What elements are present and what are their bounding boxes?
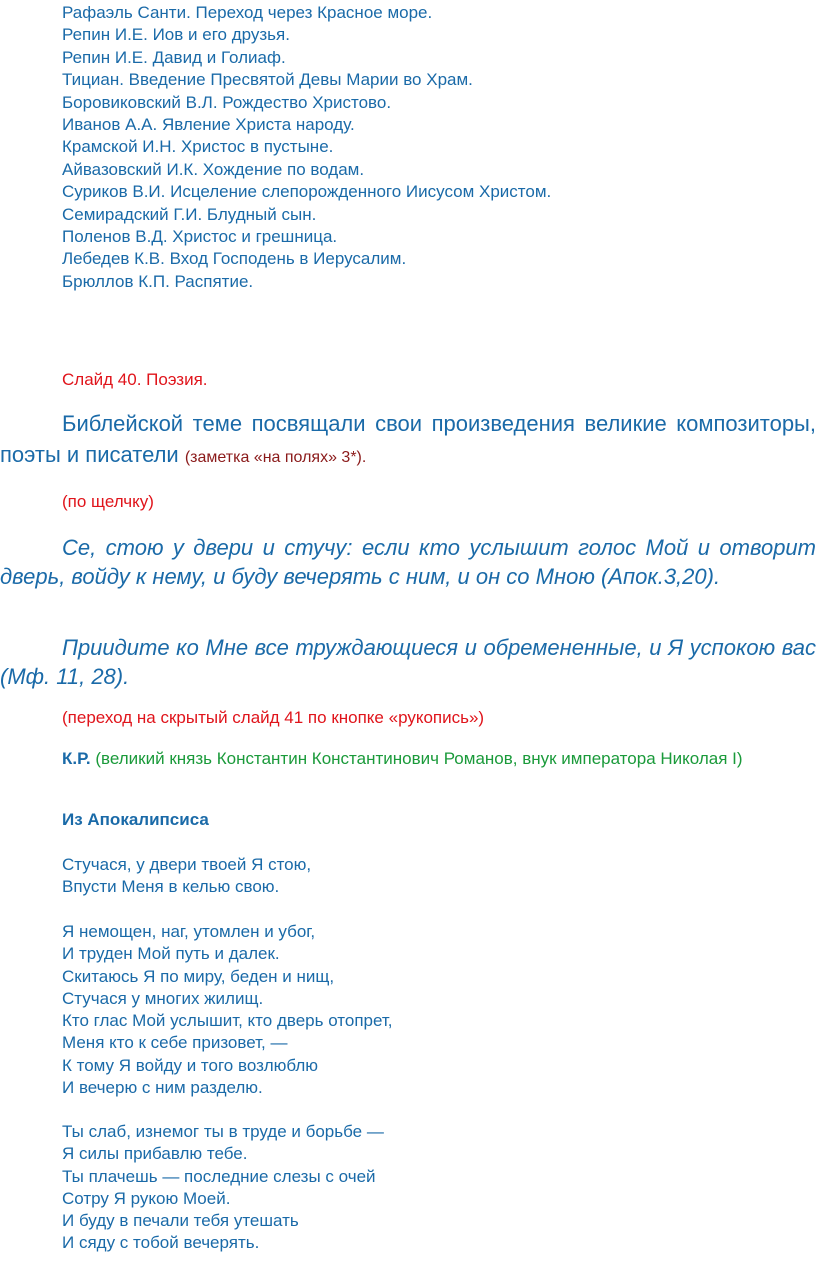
list-item: Суриков В.И. Исцеление слепорожденного Иисусом Христом. <box>62 182 552 202</box>
poem-line: Меня кто к себе призовет, — <box>62 1033 288 1053</box>
poem-line: Я силы прибавлю тебе. <box>62 1144 248 1164</box>
poem-line: Стучася у многих жилищ. <box>62 988 264 1008</box>
quote-matthew: Приидите ко Мне все труждающиеся и обремененные, и Я успокою вас (Мф. 11, 28). <box>0 635 816 689</box>
poem-stanza-1 <box>62 854 311 899</box>
list-item: Иванов А.А. Явление Христа народу. <box>62 115 355 135</box>
author-line <box>0 747 816 771</box>
list-item: Лебедев К.В. Вход Господень в Иерусалим. <box>62 249 407 269</box>
poem-line: Кто глас Мой услышит, кто дверь отопрет, <box>62 1011 393 1031</box>
list-item: Рафаэль Санти. Переход через Красное море. <box>62 3 433 22</box>
author-abbr: К.Р. <box>62 749 91 768</box>
click-note: (по щелчку) <box>62 492 154 511</box>
paintings-list <box>62 2 551 293</box>
list-item: Крамской И.Н. Христос в пустыне. <box>62 137 334 157</box>
hidden-slide-note: (переход на скрытый слайд 41 по кнопке «рукопись») <box>62 708 485 727</box>
slide-label: Слайд 40. Поэзия. <box>62 370 208 389</box>
list-item: Айвазовский И.К. Хождение по водам. <box>62 159 365 179</box>
list-item: Боровиковский В.Л. Рождество Христово. <box>62 92 392 112</box>
poem-line: Ты плачешь — последние слезы с очей <box>62 1166 376 1186</box>
poem-line: И вечерю с ним разделю. <box>62 1078 263 1098</box>
list-item: Семирадский Г.И. Блудный сын. <box>62 204 317 224</box>
poem-line: И сяду с тобой вечерять. <box>62 1233 260 1253</box>
list-item: Поленов В.Д. Христос и грешница. <box>62 227 338 247</box>
poem-line: И буду в печали тебя утешать <box>62 1211 299 1231</box>
quote-apocalypse: Се, стою у двери и стучу: если кто услышит голос Мой и отворит дверь, войду к нему, и буду вечерять с ним, и он со Мною (Апок.3,20). <box>0 535 816 589</box>
poem-line: К тому Я войду и того возлюблю <box>62 1055 319 1075</box>
poem-stanza-3 <box>62 1121 384 1255</box>
poem-line: Ты слаб, изнемог ты в труде и борьбе — <box>62 1122 384 1141</box>
list-item: Репин И.Е. Давид и Голиаф. <box>62 47 286 67</box>
list-item: Репин И.Е. Иов и его друзья. <box>62 25 290 45</box>
poem-line: Скитаюсь Я по миру, беден и нищ, <box>62 966 335 986</box>
list-item: Брюллов К.П. Распятие. <box>62 271 254 291</box>
poem-line: Стучася, у двери твоей Я стою, <box>62 855 312 874</box>
author-description: (великий князь Константин Константинович Романов, внук императора Николая I) <box>95 749 743 768</box>
poem-line: Впусти Меня в келью свою. <box>62 877 280 897</box>
intro-paragraph <box>0 408 816 473</box>
poem-line: Я немощен, наг, утомлен и убог, <box>62 922 316 941</box>
list-item: Тициан. Введение Пресвятой Девы Марии во Храм. <box>62 70 473 90</box>
poem-line: И труден Мой путь и далек. <box>62 944 280 964</box>
poem-line: Сотру Я рукою Моей. <box>62 1188 231 1208</box>
poem-stanza-2 <box>62 921 393 1099</box>
intro-text: Библейской теме посвящали свои произведения великие композиторы, поэты и писатели <box>0 411 816 467</box>
margin-note: (заметка «на полях» 3*). <box>184 449 367 466</box>
poem-title: Из Апокалипсиса <box>62 810 209 829</box>
